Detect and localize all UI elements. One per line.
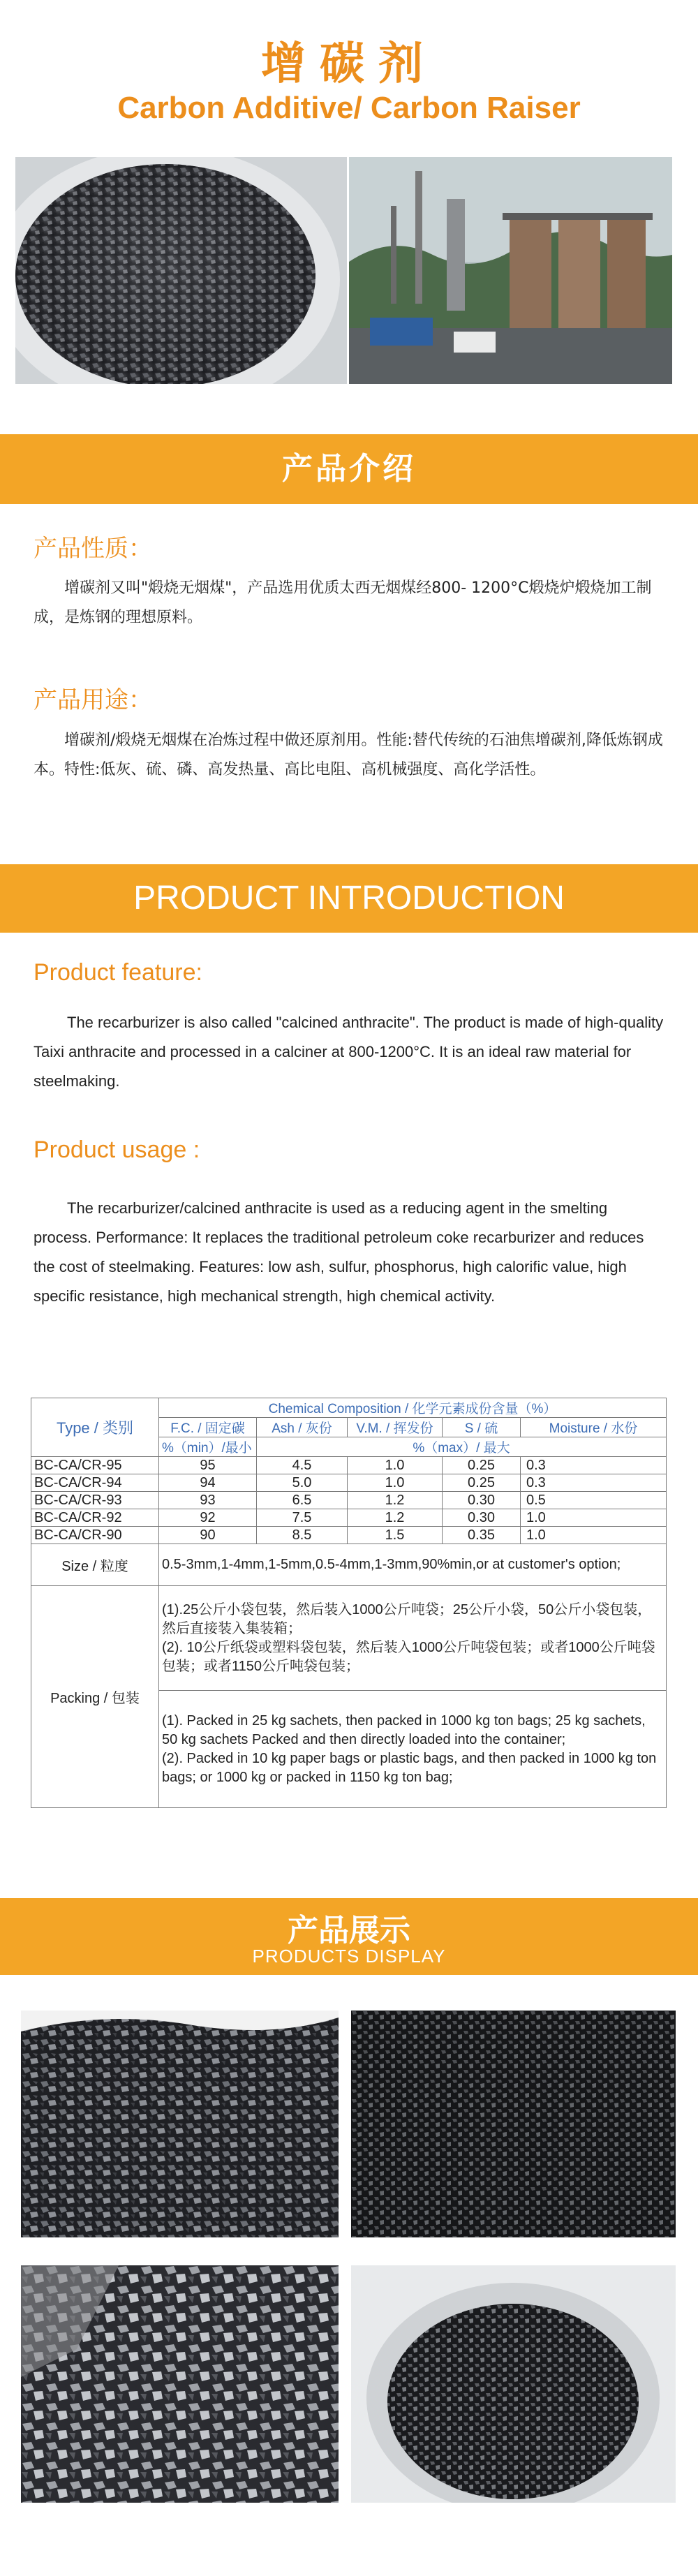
row-type: BC-CA/CR-95 [31, 1457, 159, 1474]
row-type: BC-CA/CR-94 [31, 1474, 159, 1492]
col-moist: Moisture / 水份 [521, 1418, 667, 1437]
row-ash: 8.5 [257, 1527, 348, 1544]
usage-text-cn: 增碳剂/煅烧无烟煤在冶炼过程中做还原剂用。性能:替代传统的石油焦增碳剂,降低炼钢成本。特性:低灰、硫、磷、高发热量、高比电阻、高机械强度、高化学活性。 [34, 732, 663, 778]
usage-heading-cn: 产品用途： [34, 686, 152, 714]
display-photo-2 [351, 2011, 676, 2237]
feature-text: The recarburizer is also called "calcined anthracite". The product is made of high-quality Taixi anthracite and processed in a calciner at 800-1200°C. It is an ideal raw material for steelmaking. [34, 1014, 664, 1090]
packing-label: Packing / 包装 [31, 1586, 159, 1808]
nature-heading: 产品性质： [34, 535, 152, 563]
section-title-en: PRODUCT INTRODUCTION [133, 880, 565, 917]
col-s: S / 硫 [443, 1418, 521, 1437]
packing-cn-1: (1).25公斤小袋包装，然后装入1000公斤吨袋；25公斤小袋，50公斤小袋包装，然后直接装入集装箱； [162, 1601, 652, 1636]
row-fc: 94 [159, 1474, 257, 1492]
feature-heading: Product feature: [34, 959, 202, 986]
section-bar-display [0, 1898, 698, 1975]
row-type: BC-CA/CR-90 [31, 1527, 159, 1544]
row-fc: 95 [159, 1457, 257, 1474]
nature-text: 增碳剂又叫"煅烧无烟煤"，产品选用优质太西无烟煤经800- 1200°C煅烧炉煅烧加工制成，是炼钢的理想原料。 [34, 579, 652, 626]
row-moist: 0.5 [521, 1492, 667, 1509]
row-vm: 1.0 [348, 1474, 443, 1492]
packing-en [159, 1691, 667, 1808]
page-title-en: Carbon Additive/ Carbon Raiser [117, 91, 581, 125]
display-title-cn: 产品展示 [288, 1913, 410, 1948]
row-s: 0.30 [443, 1492, 521, 1509]
row-ash: 7.5 [257, 1509, 348, 1527]
row-ash: 6.5 [257, 1492, 348, 1509]
packing-en-1: (1). Packed in 25 kg sachets, then packed in 1000 kg ton bags; 25 kg sachets, 50 kg sachets Packed and then directly loaded into the container; [162, 1712, 646, 1747]
packing-cn [159, 1586, 667, 1691]
size-value: 0.5-3mm,1-4mm,1-5mm,0.5-4mm,1-3mm,90%min,or at customer's option; [159, 1544, 667, 1586]
row-moist: 0.3 [521, 1474, 667, 1492]
row-type: BC-CA/CR-92 [31, 1509, 159, 1527]
display-photo-1 [21, 2011, 339, 2237]
max-label: %（max）/ 最大 [257, 1437, 667, 1457]
col-fc: F.C. / 固定碳 [159, 1418, 257, 1437]
row-vm: 1.2 [348, 1509, 443, 1527]
display-photo-3 [21, 2265, 339, 2503]
display-title-en: PRODUCTS DISPLAY [252, 1946, 446, 1967]
row-fc: 93 [159, 1492, 257, 1509]
row-moist: 1.0 [521, 1509, 667, 1527]
usage-text-en: The recarburizer/calcined anthracite is used as a reducing agent in the smelting process. Performance: It replaces the traditional petroleum coke recarburizer and reduces the cost of steelmaking. Features: low ash, sulfur, phosphorus, high calorific value, high specific resistance, high mechanical strength, high chemical activity. [34, 1199, 644, 1305]
row-fc: 90 [159, 1527, 257, 1544]
packing-cn-2: (2). 10公斤纸袋或塑料袋包装，然后装入1000公斤吨袋包装；或者1000公斤吨袋包装；或者1150公斤吨袋包装； [162, 1639, 655, 1674]
row-vm: 1.2 [348, 1492, 443, 1509]
section-title-cn: 产品介绍 [282, 451, 416, 487]
spec-table [31, 1398, 667, 1808]
type-header: Type / 类别 [31, 1398, 159, 1457]
section-bar-cn [0, 434, 698, 504]
row-moist: 0.3 [521, 1457, 667, 1474]
min-label: %（min）/最小 [159, 1437, 257, 1457]
row-moist: 1.0 [521, 1527, 667, 1544]
page-title-cn: 增碳剂 [261, 38, 437, 90]
display-photo-4 [351, 2265, 676, 2503]
section-bar-en [0, 864, 698, 933]
packing-en-2: (2). Packed in 10 kg paper bags or plastic bags, and then packed in 1000 kg ton bags; or 1000 kg or packed in 1150 kg ton bag; [162, 1750, 657, 1785]
row-vm: 1.0 [348, 1457, 443, 1474]
chem-header: Chemical Composition / 化学元素成份含量（%） [159, 1398, 667, 1418]
col-ash: Ash / 灰份 [257, 1418, 348, 1437]
row-s: 0.30 [443, 1509, 521, 1527]
factory-photo [349, 157, 672, 384]
row-vm: 1.5 [348, 1527, 443, 1544]
row-fc: 92 [159, 1509, 257, 1527]
row-ash: 5.0 [257, 1474, 348, 1492]
col-vm: V.M. / 挥发份 [348, 1418, 443, 1437]
row-type: BC-CA/CR-93 [31, 1492, 159, 1509]
row-s: 0.25 [443, 1457, 521, 1474]
product-photo-coal-bowl [15, 157, 347, 384]
row-s: 0.25 [443, 1474, 521, 1492]
row-ash: 4.5 [257, 1457, 348, 1474]
row-s: 0.35 [443, 1527, 521, 1544]
usage-heading-en: Product usage : [34, 1137, 200, 1163]
size-label: Size / 粒度 [31, 1544, 159, 1586]
